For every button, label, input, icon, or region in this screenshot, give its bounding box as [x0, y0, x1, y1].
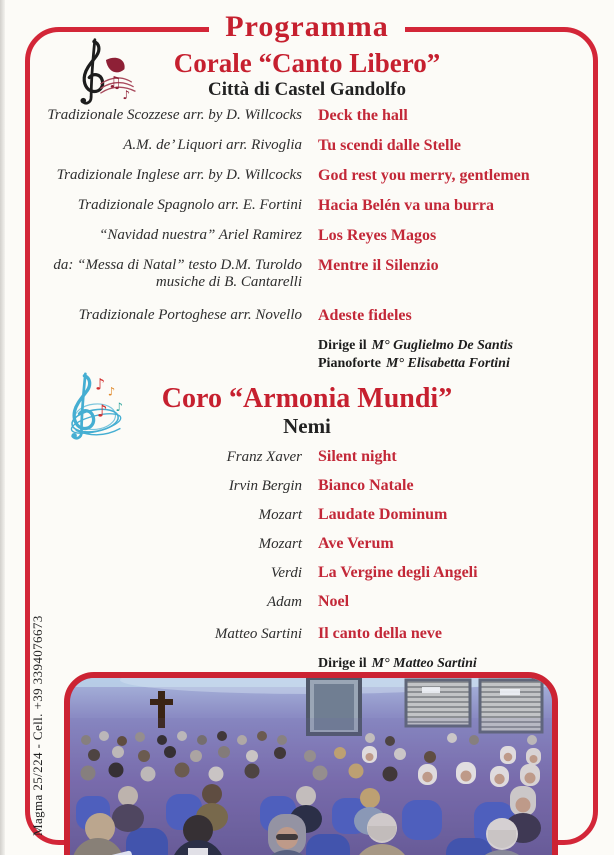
svg-text:♪: ♪ — [97, 401, 108, 421]
svg-text:♫: ♫ — [107, 72, 122, 92]
piece-title: Deck the hall — [318, 107, 408, 124]
credit-role: Dirige il — [318, 656, 367, 671]
svg-text:♪: ♪ — [115, 399, 124, 414]
composer-label: Mozart — [258, 507, 302, 523]
svg-text:♪: ♪ — [107, 384, 116, 399]
scan-edge-artifact — [0, 0, 5, 855]
svg-text:♪: ♪ — [95, 375, 106, 394]
program-piece-row — [30, 227, 594, 244]
composer-label: Verdi — [270, 565, 302, 581]
program-piece-row — [30, 626, 594, 642]
program-piece-row — [30, 449, 594, 465]
composer-label: A.M. de’ Liquori arr. Rivoglia — [123, 137, 302, 153]
program-piece-row — [30, 257, 594, 291]
corale-piece-list — [30, 107, 594, 373]
piece-title: Tu scendi dalle Stelle — [318, 137, 461, 154]
program-piece-row — [30, 478, 594, 494]
program-piece-row — [30, 307, 594, 324]
piece-title: Laudate Dominum — [318, 506, 448, 523]
program-piece-row — [30, 536, 594, 552]
composer-label: Tradizionale Spagnolo arr. E. Fortini — [77, 197, 302, 213]
piece-title: Noel — [318, 593, 350, 610]
composer-label: Franz Xaver — [226, 449, 302, 465]
coro-credits — [30, 655, 594, 673]
piece-title: God rest you merry, gentlemen — [318, 167, 530, 184]
credit-line — [318, 655, 594, 673]
composer-label: Mozart — [258, 536, 302, 552]
credit-name: M° Matteo Sartini — [371, 656, 477, 671]
piece-title: Il canto della neve — [318, 625, 442, 642]
program-piece-row — [30, 594, 594, 610]
program-piece-row — [30, 137, 594, 154]
composer-label: Tradizionale Inglese arr. by D. Willcocks — [56, 167, 302, 183]
piece-title: Ave Verum — [318, 535, 394, 552]
piece-title: La Vergine degli Angeli — [318, 564, 478, 581]
coro-subtitle: Nemi — [283, 414, 331, 438]
coro-piece-list — [30, 449, 594, 673]
composer-label: Tradizionale Portoghese arr. Novello — [78, 307, 302, 323]
piece-title: Bianco Natale — [318, 477, 414, 494]
program-piece-row — [30, 565, 594, 581]
credit-name: M° Elisabetta Fortini — [385, 356, 510, 371]
coro-title: Coro “Armonia Mundi” — [161, 383, 453, 414]
composer-label: Irvin Bergin — [228, 478, 302, 494]
credit-role: Pianoforte — [318, 356, 381, 371]
composer-label: “Navidad nuestra” Ariel Ramirez — [99, 227, 302, 243]
armonia-mundi-logo treble-clef-icon — [46, 368, 152, 449]
composer-label: Matteo Sartini — [214, 626, 302, 642]
credit-role: Dirige il — [318, 338, 367, 353]
program-piece-row — [30, 197, 594, 214]
canto-libero-logo treble-clef-icon — [55, 36, 155, 113]
program-piece-row — [30, 167, 594, 184]
composer-label: Adam — [267, 594, 302, 610]
composer-label: da: “Messa di Natal” testo D.M. Turoldo musiche di B. Cantarelli — [53, 257, 302, 290]
credit-line — [318, 337, 594, 355]
side-note-contact: Magma 25/224 - Cell. +39 3394076673 — [30, 615, 45, 836]
composer-label: Tradizionale Scozzese arr. by D. Willcocks — [47, 107, 302, 123]
credit-line — [318, 355, 594, 373]
svg-text:♪: ♪ — [122, 87, 131, 102]
piece-title: Silent night — [318, 448, 397, 465]
piece-title: Los Reyes Magos — [318, 227, 437, 244]
corale-subtitle: Città di Castel Gandolfo — [208, 79, 406, 100]
page-title: Programma — [209, 5, 404, 49]
piece-title: Hacia Belén va una burra — [318, 197, 495, 214]
credit-name: M° Guglielmo De Santis — [371, 338, 513, 353]
corale-title: Corale “Canto Libero” — [173, 48, 441, 78]
program-piece-row — [30, 507, 594, 523]
audience-photo — [64, 672, 558, 855]
piece-title: Adeste fideles — [318, 307, 412, 324]
piece-title: Mentre il Silenzio — [318, 257, 439, 274]
